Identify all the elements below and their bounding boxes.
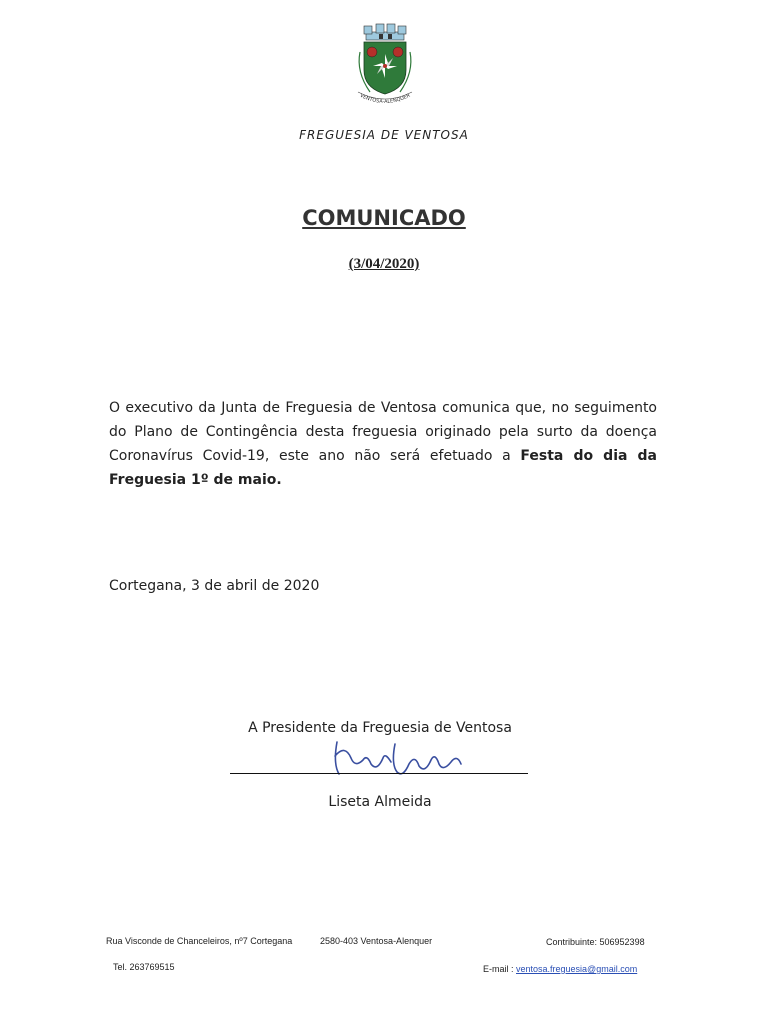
crest-motto: VENTOSA-ALENQUER <box>358 92 412 106</box>
mural-crown-icon <box>364 24 406 40</box>
document-date: (3/04/2020) <box>348 256 420 272</box>
footer-email-link[interactable]: ventosa.freguesia@gmail.com <box>516 964 638 974</box>
signatory-title: A Presidente da Freguesia de Ventosa <box>248 720 512 736</box>
handwritten-signature <box>325 734 475 782</box>
footer-address: Rua Visconde de Chanceleiros, nº7 Cortegana <box>106 936 293 946</box>
footer-email <box>483 964 637 974</box>
parish-name-heading: FREGUESIA DE VENTOSA <box>299 128 469 142</box>
parish-crest-logo <box>350 22 420 108</box>
communique-body <box>109 396 657 492</box>
red-roundel-right-icon <box>393 47 403 57</box>
red-roundel-left-icon <box>367 47 377 57</box>
signature-line <box>230 773 528 774</box>
footer-telephone: Tel. 263769515 <box>113 962 175 972</box>
body-text-bold: Festa do dia da Freguesia 1º de maio. <box>109 448 658 488</box>
footer-taxpayer-number: Contribuinte: 506952398 <box>546 937 645 947</box>
place-and-date: Cortegana, 3 de abril de 2020 <box>109 578 320 594</box>
footer-email-label: E-mail : <box>483 964 517 974</box>
document-title: COMUNICADO <box>302 206 466 230</box>
signer-name: Liseta Almeida <box>328 794 432 810</box>
body-text-regular: O executivo da Junta de Freguesia de Ventosa comunica que, no seguimento do Plano de Contingência desta freguesia originado pela surto da doença Coronavírus Covid-19, este ano não será efetuado a <box>109 400 657 464</box>
footer-postal-code: 2580-403 Ventosa-Alenquer <box>320 936 433 946</box>
